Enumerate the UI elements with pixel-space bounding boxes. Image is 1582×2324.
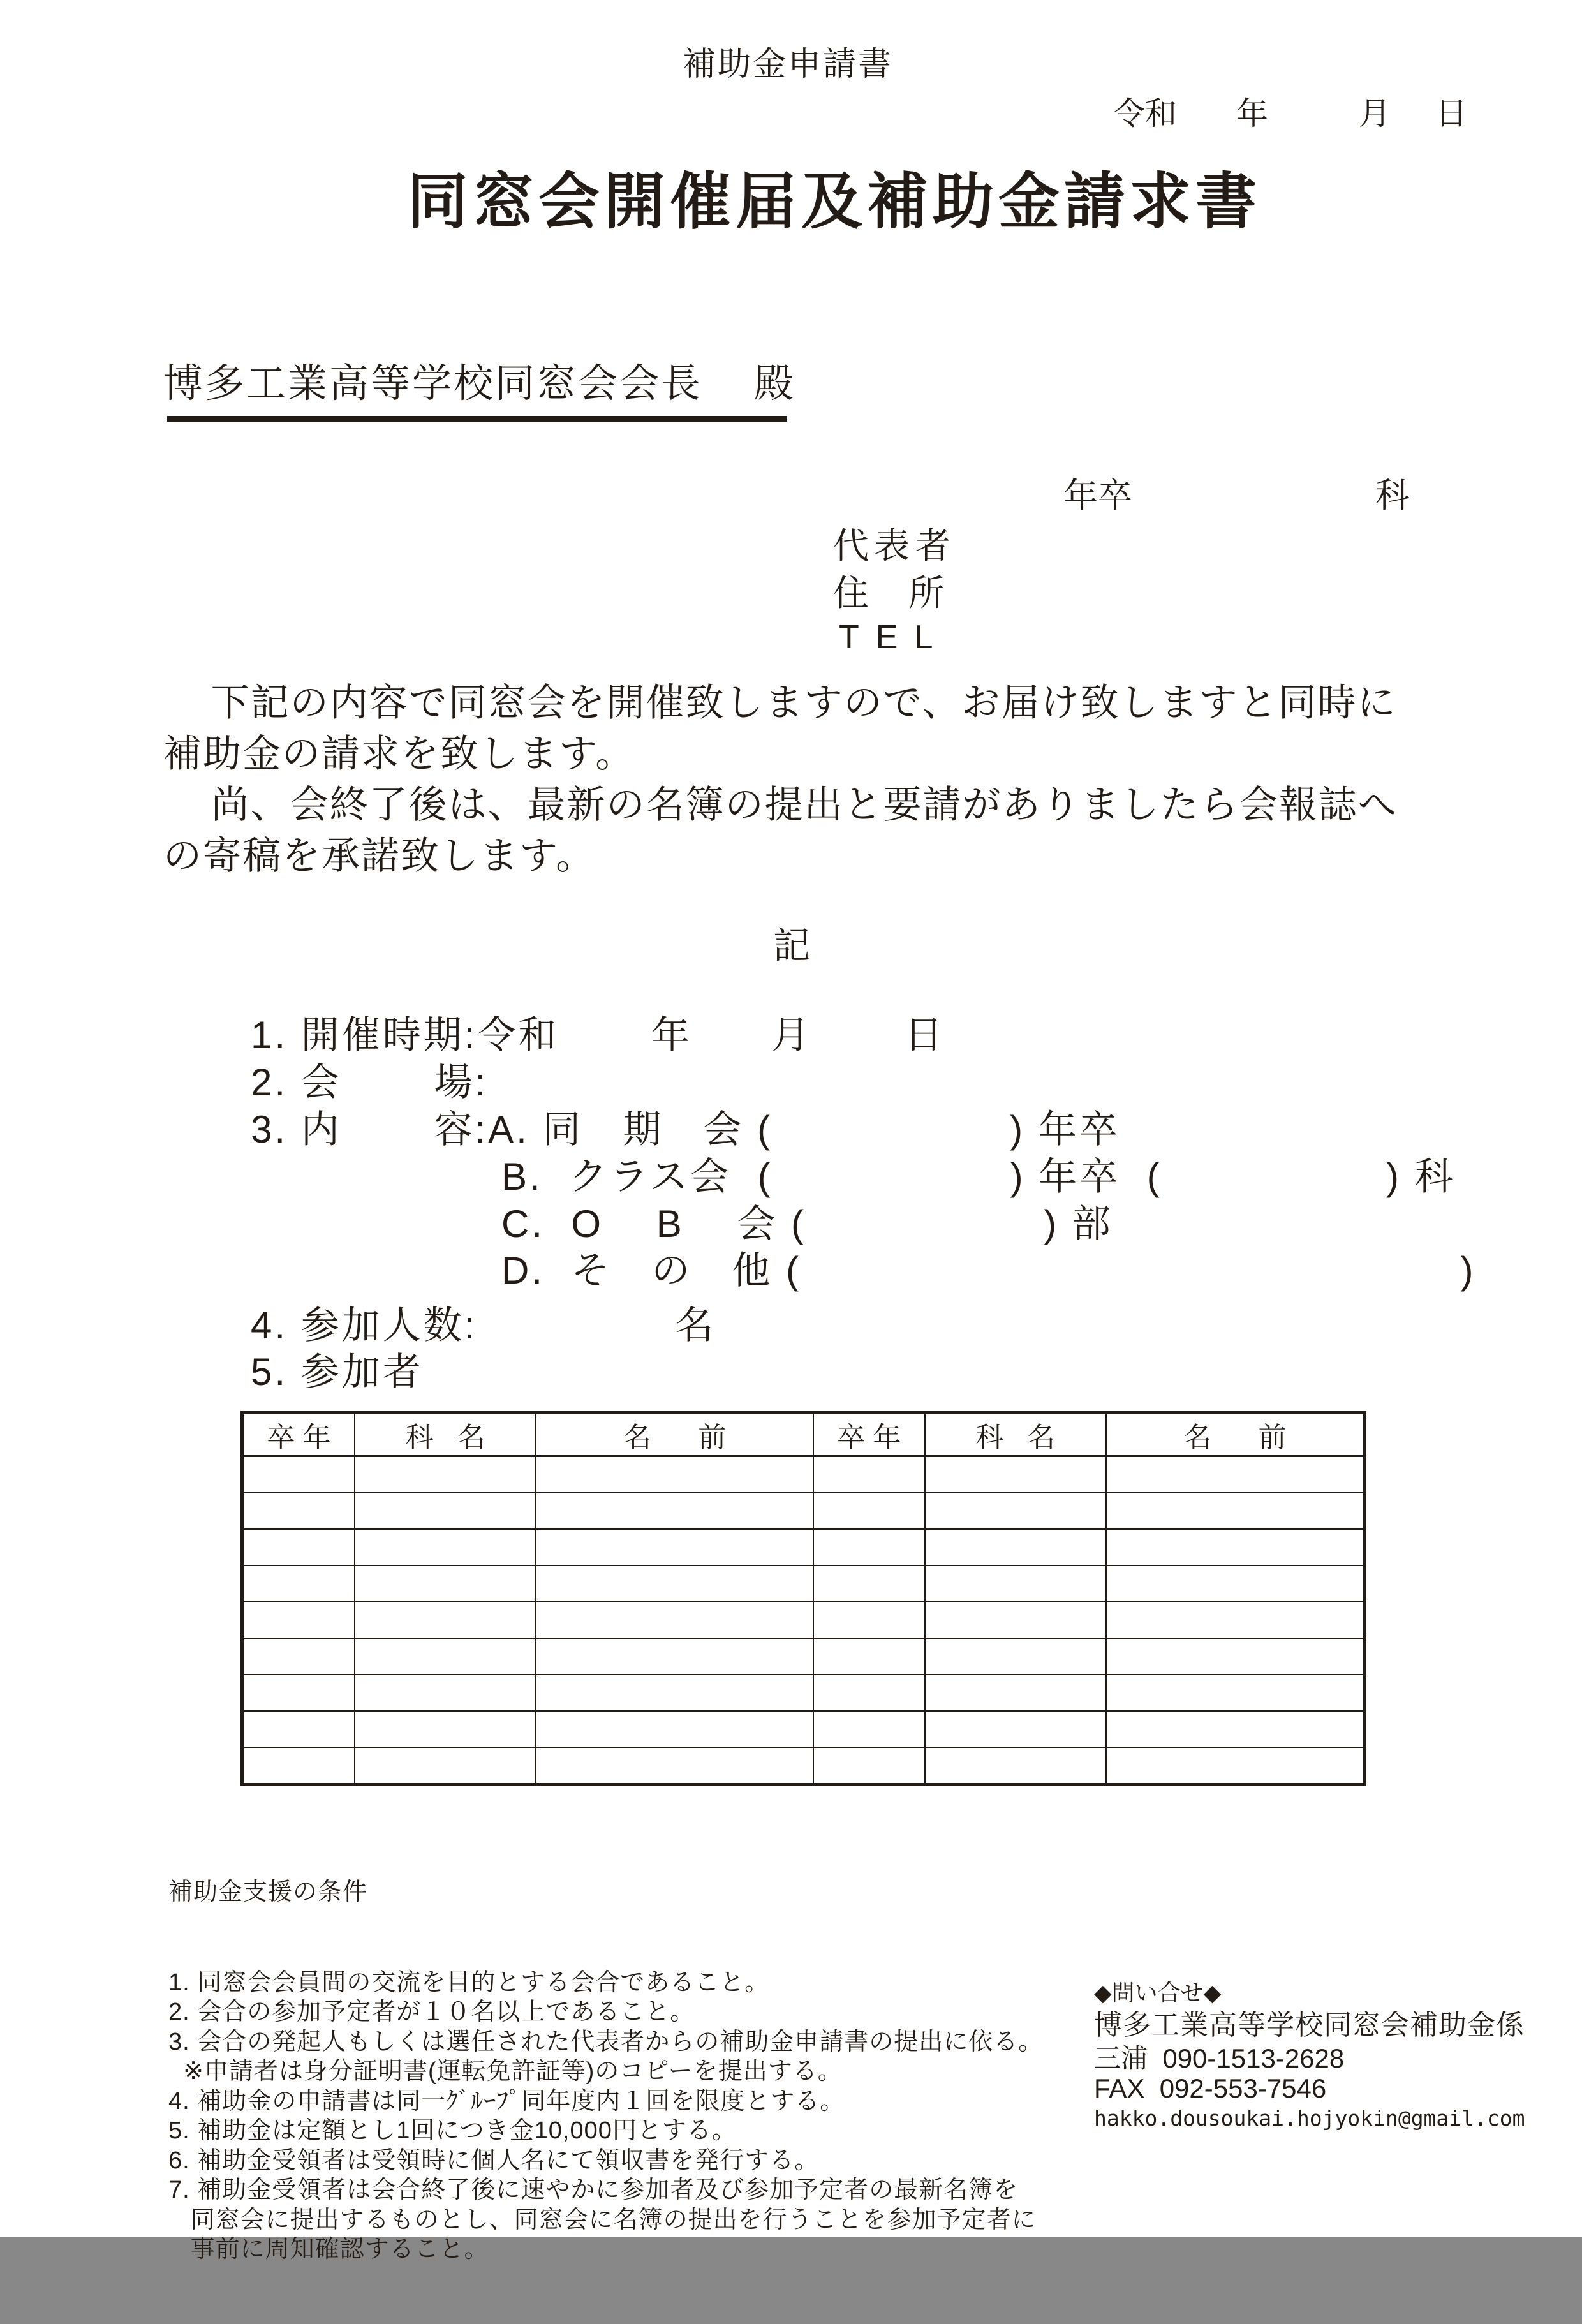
condition-item: 3. 会合の発起人もしくは選任された代表者からの補助金申請書の提出に依る。 (168, 2028, 1044, 2055)
table-cell (242, 1602, 355, 1638)
conditions-section (168, 1818, 1043, 2324)
condition-item: 6. 補助金受領者は受領時に個人名にて領収書を発行する。 (168, 2147, 820, 2174)
issue-date-month-label: 月 (1359, 96, 1391, 131)
detail-line-content-b: B. クラス会 ( ) 年卒 ( ) 科 (501, 1155, 1456, 1198)
table-cell (242, 1638, 355, 1675)
table-cell (925, 1675, 1106, 1711)
table-cell (536, 1747, 813, 1785)
conditions-title: 補助金支援の条件 (168, 1879, 368, 1906)
table-cell (925, 1529, 1106, 1565)
table-cell (242, 1529, 355, 1565)
table-cell (813, 1638, 925, 1675)
issue-date-year-label: 年 (1236, 96, 1268, 131)
conditions-list (168, 1968, 1043, 2265)
table-cell (355, 1456, 536, 1493)
table-cell (242, 1456, 355, 1493)
body-line: の寄稿を承諾致します。 (163, 834, 596, 877)
table-row (242, 1747, 1365, 1785)
table-cell (355, 1711, 536, 1747)
table-cell (1106, 1529, 1365, 1565)
body-line: 下記の内容で同窓会を開催致しますので、お届け致しますと同時に (163, 681, 1397, 724)
table-cell (536, 1602, 813, 1638)
condition-item: ※申請者は身分証明書(運転免許証等)のコピーを提出する。 (168, 2058, 843, 2085)
condition-item: 4. 補助金の申請書は同一ｸﾞﾙｰﾌﾟ同年度内１回を限度とする。 (168, 2087, 845, 2115)
detail-line-content-a: 3. 内 容:A. 同 期 会 ( ) 年卒 (251, 1108, 1120, 1151)
table-cell (925, 1565, 1106, 1602)
body-line: 尚、会終了後は、最新の名簿の提出と要請がありましたら会報誌へ (163, 783, 1398, 826)
contact-email: hakko.dousoukai.hojyokin@gmail.com (1094, 2106, 1525, 2131)
condition-item: 2. 会合の参加予定者が１０名以上であること。 (168, 1999, 695, 2025)
address-label: 住 所 (833, 573, 945, 613)
condition-item: 事前に周知確認すること。 (168, 2236, 489, 2263)
table-cell (1106, 1675, 1365, 1711)
table-cell (536, 1675, 813, 1711)
table-cell (536, 1565, 813, 1602)
body-paragraph (163, 677, 1398, 882)
table-cell (355, 1602, 536, 1638)
detail-line-content-c: C. O B 会 ( ) 部 (501, 1203, 1113, 1245)
contact-fax: FAX 092-553-7546 (1094, 2073, 1327, 2103)
addressee-underline (167, 416, 787, 422)
table-cell (813, 1456, 925, 1493)
table-header-cell: 科 名 (355, 1413, 536, 1456)
detail-line-participant-count: 4. 参加人数: 名 (251, 1304, 716, 1347)
table-cell (536, 1493, 813, 1529)
condition-item: 7. 補助金受領者は会合終了後に速やかに参加者及び参加予定者の最新名簿を (168, 2177, 1019, 2203)
tel-label: TEL (839, 619, 950, 656)
table-header-cell: 卒 年 (813, 1413, 925, 1456)
table-cell (355, 1675, 536, 1711)
table-cell (813, 1747, 925, 1785)
table-cell (813, 1675, 925, 1711)
table-cell (242, 1565, 355, 1602)
table-cell (1106, 1602, 1365, 1638)
table-cell (242, 1493, 355, 1529)
doc-type-label: 補助金申請書 (683, 46, 894, 83)
table-cell (925, 1456, 1106, 1493)
table-row (242, 1529, 1365, 1565)
table-cell (813, 1493, 925, 1529)
participants-table (240, 1411, 1366, 1786)
condition-item: 1. 同窓会会員間の交流を目的とする会合であること。 (168, 1969, 770, 1996)
notice-heading: 記 (773, 925, 811, 966)
table-cell (536, 1456, 813, 1493)
grad-year-label: 年卒 (1063, 477, 1132, 515)
table-cell (1106, 1493, 1365, 1529)
table-header-cell: 卒 年 (242, 1413, 355, 1456)
table-cell (355, 1565, 536, 1602)
table-header-cell: 科 名 (925, 1413, 1106, 1456)
table-cell (1106, 1456, 1365, 1493)
table-cell (1106, 1638, 1365, 1675)
table-header-row (242, 1413, 1365, 1456)
detail-line-event-date: 1. 開催時期:令和 年 月 日 (251, 1014, 945, 1056)
representative-label: 代表者 (833, 526, 956, 566)
table-row (242, 1602, 1365, 1638)
condition-item: 5. 補助金は定額とし1回につき金10,000円とする。 (168, 2117, 737, 2144)
contact-heading: ◆問い合せ◆ (1094, 1980, 1222, 2006)
table-cell (536, 1638, 813, 1675)
table-cell (925, 1602, 1106, 1638)
detail-line-content-d: D. そ の 他 ( ) (501, 1249, 1476, 1292)
contact-phone: 三浦 090-1513-2628 (1094, 2043, 1345, 2073)
table-cell (925, 1711, 1106, 1747)
table-row (242, 1638, 1365, 1675)
table-cell (536, 1529, 813, 1565)
table-cell (242, 1675, 355, 1711)
body-line: 補助金の請求を致します。 (163, 732, 635, 775)
table-cell (925, 1638, 1106, 1675)
table-cell (813, 1711, 925, 1747)
table-cell (813, 1529, 925, 1565)
addressee-line: 博多工業高等学校同窓会会長 殿 (163, 362, 795, 406)
document-title: 同窓会開催届及補助金請求書 (407, 168, 1261, 236)
table-cell (355, 1493, 536, 1529)
table-cell (1106, 1747, 1365, 1785)
contact-org: 博多工業高等学校同窓会補助金係 (1094, 2009, 1525, 2041)
table-row (242, 1493, 1365, 1529)
table-cell (1106, 1711, 1365, 1747)
table-cell (355, 1747, 536, 1785)
table-cell (536, 1711, 813, 1747)
table-cell (355, 1638, 536, 1675)
grad-department-label: 科 (1375, 477, 1410, 515)
table-row (242, 1711, 1365, 1747)
table-cell (813, 1565, 925, 1602)
table-row (242, 1565, 1365, 1602)
table-row (242, 1456, 1365, 1493)
table-row (242, 1675, 1365, 1711)
issue-date-era-label: 令和 (1113, 96, 1177, 131)
detail-line-venue: 2. 会 場: (251, 1061, 489, 1104)
table-cell (1106, 1565, 1365, 1602)
table-cell (925, 1747, 1106, 1785)
detail-line-participants: 5. 参加者 (251, 1351, 424, 1393)
table-cell (242, 1747, 355, 1785)
table-header-cell: 名 前 (536, 1413, 813, 1456)
table-header-cell: 名 前 (1106, 1413, 1365, 1456)
condition-item: 同窓会に提出するものとし、同窓会に名簿の提出を行うことを参加予定者に (168, 2206, 1037, 2233)
table-cell (813, 1602, 925, 1638)
table-cell (355, 1529, 536, 1565)
table-cell (925, 1493, 1106, 1529)
table-cell (242, 1711, 355, 1747)
issue-date-day-label: 日 (1435, 96, 1467, 131)
